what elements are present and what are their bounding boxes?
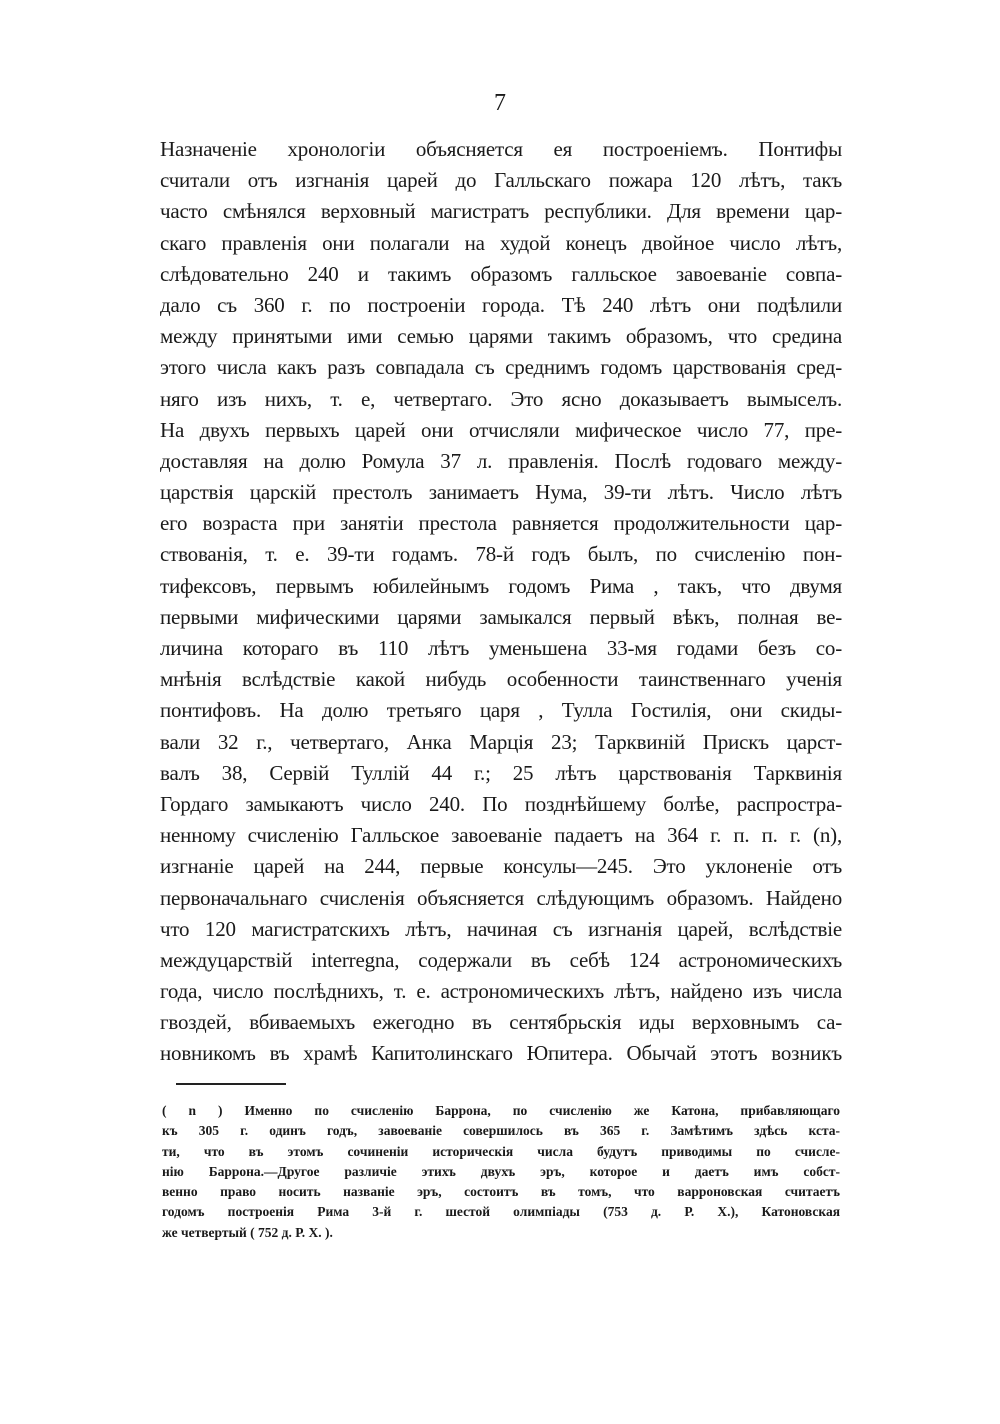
body-line: вали 32 г., четвертаго, Анка Марція 23; Тарквиній Прискъ царст- [160, 729, 842, 754]
body-line: гвоздей, вбиваемыхъ ежегодно въ сентябрьскія иды верховнымъ са- [160, 1010, 842, 1035]
body-line: понтифовъ. На долю третьяго царя , Тулла Гостилія, они скиды- [160, 698, 842, 723]
footnote-line: венно право носить названіе эръ, состоитъ въ томъ, что варроновская считаетъ [162, 1184, 840, 1200]
body-line: слѣдовательно 240 и такимъ образомъ галльское завоеваніе совпа- [160, 261, 842, 286]
body-line: новникомъ въ храмѣ Капитолинскаго Юпитера. Обычай этотъ возникъ [160, 1041, 842, 1066]
body-line: междуцарствій interregna, содержали въ себѣ 124 астрономическихъ [160, 947, 842, 972]
body-line: часто смѣнялся верховный магистратъ республики. Для времени цар- [160, 199, 842, 224]
body-line: доставляя на долю Ромула 37 л. правленія. Послѣ годоваго между- [160, 448, 842, 473]
body-text [160, 134, 842, 1070]
body-line: тифексовъ, первымъ юбилейнымъ годомъ Рима , такъ, что двумя [160, 573, 842, 598]
body-line: этого числа какъ разъ совпадала съ среднимъ годомъ царствованія сред- [160, 355, 842, 380]
body-line: ствованія, т. е. 39-ти годамъ. 78-й годъ былъ, по счисленію пон- [160, 542, 842, 567]
footnote-line: ти, что въ этомъ сочиненіи историческія числа будутъ приводимы по счисле- [162, 1143, 840, 1159]
body-line: царствія царскій престолъ занимаетъ Нума, 39-ти лѣтъ. Число лѣтъ [160, 480, 842, 505]
footnote-line: нію Баррона.—Другое различіе этихъ двухъ эръ, которое и даетъ имъ собст- [162, 1163, 840, 1179]
body-line: что 120 магистратскихъ лѣтъ, начиная съ изгнанія царей, вслѣдствіе [160, 916, 842, 941]
footnote-line: къ 305 г. одинъ годъ, завоеваніе совершилось въ 365 г. Замѣтимъ здѣсь кста- [162, 1123, 840, 1139]
body-line: его возраста при занятіи престола равняется продолжительности цар- [160, 511, 842, 536]
body-line: На двухъ первыхъ царей они отчисляли мифическое число 77, пре- [160, 417, 842, 442]
footnote-line: годомъ построенія Рима 3-й г. шестой олимпіады (753 д. Р. Х.), Катоновская [162, 1204, 840, 1220]
body-line: личина котораго въ 110 лѣтъ уменьшена 33-мя годами безъ со- [160, 636, 842, 660]
body-line: Гордаго замыкаютъ число 240. По позднѣйшему болѣе, распростра- [160, 791, 842, 816]
footnote [162, 1101, 840, 1243]
body-line: первоначальнаго счисленія объясняется слѣдующимъ образомъ. Найдено [160, 885, 842, 910]
body-line: мнѣнія вслѣдствіе какой нибудь особенности таинственнаго ученія [160, 667, 842, 692]
body-line: няго изъ нихъ, т. е, четвертаго. Это ясно доказываетъ вымыселъ. [160, 386, 842, 411]
body-line: первыми мифическими царями замыкался первый вѣкъ, полная ве- [160, 604, 842, 629]
footnote-divider [176, 1083, 286, 1085]
footnote-line: ( n ) Именно по счисленію Баррона, по счисленію же Катона, прибавляющаго [162, 1103, 840, 1118]
body-line: скаго правленія они полагали на худой конецъ двойное число лѣтъ, [160, 230, 842, 255]
body-line: изгнаніе царей на 244, первые консулы—245. Это уклоненіе отъ [160, 854, 842, 879]
body-line: ненному счисленію Галльское завоеваніе падаетъ на 364 г. п. п. г. (n), [160, 823, 842, 848]
body-line: между принятыми ими семью царями такимъ образомъ, что средина [160, 324, 842, 349]
body-line: валъ 38, Сервій Туллій 44 г.; 25 лѣтъ царствованія Тарквинія [160, 760, 842, 785]
body-line: дало съ 360 г. по построеніи города. Тѣ 240 лѣтъ они подѣлили [160, 292, 842, 317]
body-line: Назначеніе хронологіи объясняется ея построеніемъ. Понтифы [160, 137, 842, 161]
body-line: считали отъ изгнанія царей до Галльскаго пожара 120 лѣтъ, такъ [160, 168, 842, 193]
body-line: года, число послѣднихъ, т. е. астрономическихъ лѣтъ, найдено изъ числа [160, 979, 842, 1004]
footnote-line: же четвертый ( 752 д. Р. Х. ). [162, 1224, 333, 1240]
page-number: 7 [494, 90, 506, 116]
